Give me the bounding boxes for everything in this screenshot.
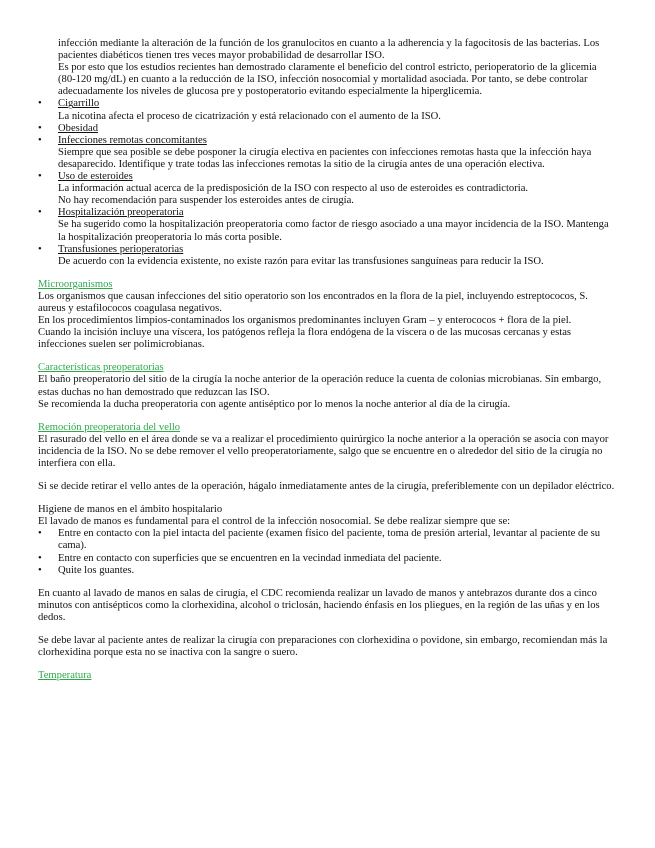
higiene-list	[0, 528, 655, 576]
risk-factor-item	[0, 207, 655, 243]
risk-factor-text: La información actual acerca de la predisposición de la ISO con respecto al uso de esteroides es contradictoria.	[58, 183, 529, 195]
risk-factor-title: Transfusiones perioperatorias	[58, 243, 184, 255]
risk-factor-text: Se ha sugerido como la hospitalización preoperatoria como factor de riesgo asociado a una mayor incidencia de la ISO. Mantenga la hospitalización preoperatoria lo más corta posible.	[58, 219, 609, 243]
risk-factor-text: La nicotina afecta el proceso de cicatrización y está relacionado con el aumento de la ISO.	[58, 110, 441, 122]
section-heading: Características preoperatorias	[38, 362, 164, 374]
section-remocion	[0, 422, 655, 493]
bullet-icon: •	[38, 552, 42, 564]
list-item-text: Entre en contacto con superficies que se encuentren en la vecindad inmediata del paciente.	[58, 552, 442, 564]
section-caracteristicas	[0, 362, 655, 410]
risk-factor-text: De acuerdo con la evidencia existente, no existe razón para evitar las transfusiones sanguíneas para reducir la ISO.	[58, 255, 544, 267]
risk-factor-item	[0, 135, 655, 171]
bullet-icon: •	[38, 122, 42, 134]
bullet-icon: •	[38, 207, 42, 219]
section-paragraph: Se recomienda la ducha preoperatoria con agente antiséptico por lo menos la noche anterior al día de la cirugía.	[38, 398, 511, 410]
section-heading: Remoción preoperatoria del vello	[38, 421, 181, 433]
intro-paragraph-1: infección mediante la alteración de la función de los granulocitos en cuanto a la adherencia y la fagocitosis de las bacterias. Los pacientes diabéticos tienen tres veces mayor probabilidad de desarrollar ISO.	[58, 38, 600, 62]
section-paragraph: En cuanto al lavado de manos en salas de cirugía, el CDC recomienda realizar un lavado de manos y antebrazos durante dos a cinco minutos con antisépticos como la clorhexidina, alcohol o triclosán, haciendo énfasis en los pliegues, en la región de las uñas y en los dedos.	[38, 587, 600, 623]
list-item	[0, 553, 655, 565]
bullet-icon: •	[38, 171, 42, 183]
section-paragraph: En los procedimientos limpios-contaminados los organismos predominantes incluyen Gram – y enterococos + flora de la piel.	[38, 315, 572, 327]
intro-block	[0, 38, 655, 98]
document-body	[0, 38, 655, 682]
section-paragraph: Si se decide retirar el vello antes de la operación, hágalo inmediatamente antes de la cirugía, preferiblemente con un depilador eléctrico.	[38, 481, 615, 493]
section-paragraph: Los organismos que causan infecciones del sitio operatorio son los encontrados en la flora de la piel, incluyendo estreptococos, S. aureus y estafilococos coagulasa negativos.	[38, 290, 588, 314]
intro-paragraph-2: Es por esto que los estudios recientes han demostrado claramente el beneficio del control estricto, perioperatorio de la glicemia (80-120 mg/dL) en cuanto a la reducción de la ISO, infección nosocomial y mortalidad asociada. Por tanto, se debe controlar adecuadamente los niveles de glucosa pre y postoperatorio evitando especialmente la hiperglicemia.	[58, 62, 597, 98]
section-heading: Temperatura	[38, 670, 92, 682]
risk-factor-list	[0, 98, 655, 267]
risk-factor-text: No hay recomendación para suspender los esteroides antes de cirugía.	[58, 195, 354, 207]
risk-factor-item	[0, 123, 655, 135]
risk-factor-item	[0, 244, 655, 268]
section-temperatura	[0, 670, 655, 682]
list-item-text: Quite los guantes.	[58, 564, 135, 576]
bullet-icon: •	[38, 564, 42, 576]
bullet-icon: •	[38, 98, 42, 110]
risk-factor-title: Infecciones remotas concomitantes	[58, 134, 207, 146]
risk-factor-title: Obesidad	[58, 122, 99, 134]
list-item-text: Entre en contacto con la piel intacta del paciente (examen físico del paciente, toma de presión arterial, levantar al paciente de su cama).	[58, 528, 601, 552]
section-microorganismos	[0, 279, 655, 352]
risk-factor-title: Uso de esteroides	[58, 171, 133, 183]
bullet-icon: •	[38, 243, 42, 255]
section-heading: Higiene de manos en el ámbito hospitalario	[38, 504, 223, 516]
bullet-icon: •	[38, 134, 42, 146]
bullet-icon: •	[38, 528, 42, 540]
section-paragraph: El rasurado del vello en el área donde se va a realizar el procedimiento quirúrgico la noche anterior a la operación se asocia con mayor incidencia de la ISO. No se debe remover el vello preoperatoriamente, salgo que se encuentre en o alrededor del sitio de la cirugía no interfiera con ella.	[38, 433, 609, 469]
list-item	[0, 565, 655, 577]
section-higiene-cont	[0, 588, 655, 659]
list-item	[0, 528, 655, 552]
section-paragraph: El baño preoperatorio del sitio de la cirugía la noche anterior de la operación reduce la cuenta de colonias microbianas. Sin embargo, estas duchas no han demostrado que reduzcan las ISO.	[38, 374, 602, 398]
risk-factor-item	[0, 98, 655, 122]
section-heading: Microorganismos	[38, 278, 113, 290]
section-higiene	[0, 504, 655, 528]
section-paragraph: Se debe lavar al paciente antes de realizar la cirugía con preparaciones con clorhexidina o povidone, sin embargo, recomiendan más la clorhexidina porque esta no se inactiva con la sangre o suero.	[38, 635, 608, 659]
risk-factor-title: Hospitalización preoperatoria	[58, 207, 184, 219]
risk-factor-text: Siempre que sea posible se debe posponer la cirugía electiva en pacientes con infecciones remotas hasta que la infección haya desaparecido. Identifique y trate todas las infecciones remotas la sitio de la cirugía antes de una operación electiva.	[58, 146, 592, 170]
risk-factor-item	[0, 171, 655, 207]
section-paragraph: Cuando la incisión incluye una víscera, los patógenos refleja la flora endógena de la víscera o de las mucosas cercanas y estas infecciones suelen ser polimicrobianas.	[38, 327, 572, 351]
section-paragraph: El lavado de manos es fundamental para el control de la infección nosocomial. Se debe realizar siempre que se:	[38, 516, 511, 528]
risk-factor-title: Cigarrillo	[58, 98, 100, 110]
